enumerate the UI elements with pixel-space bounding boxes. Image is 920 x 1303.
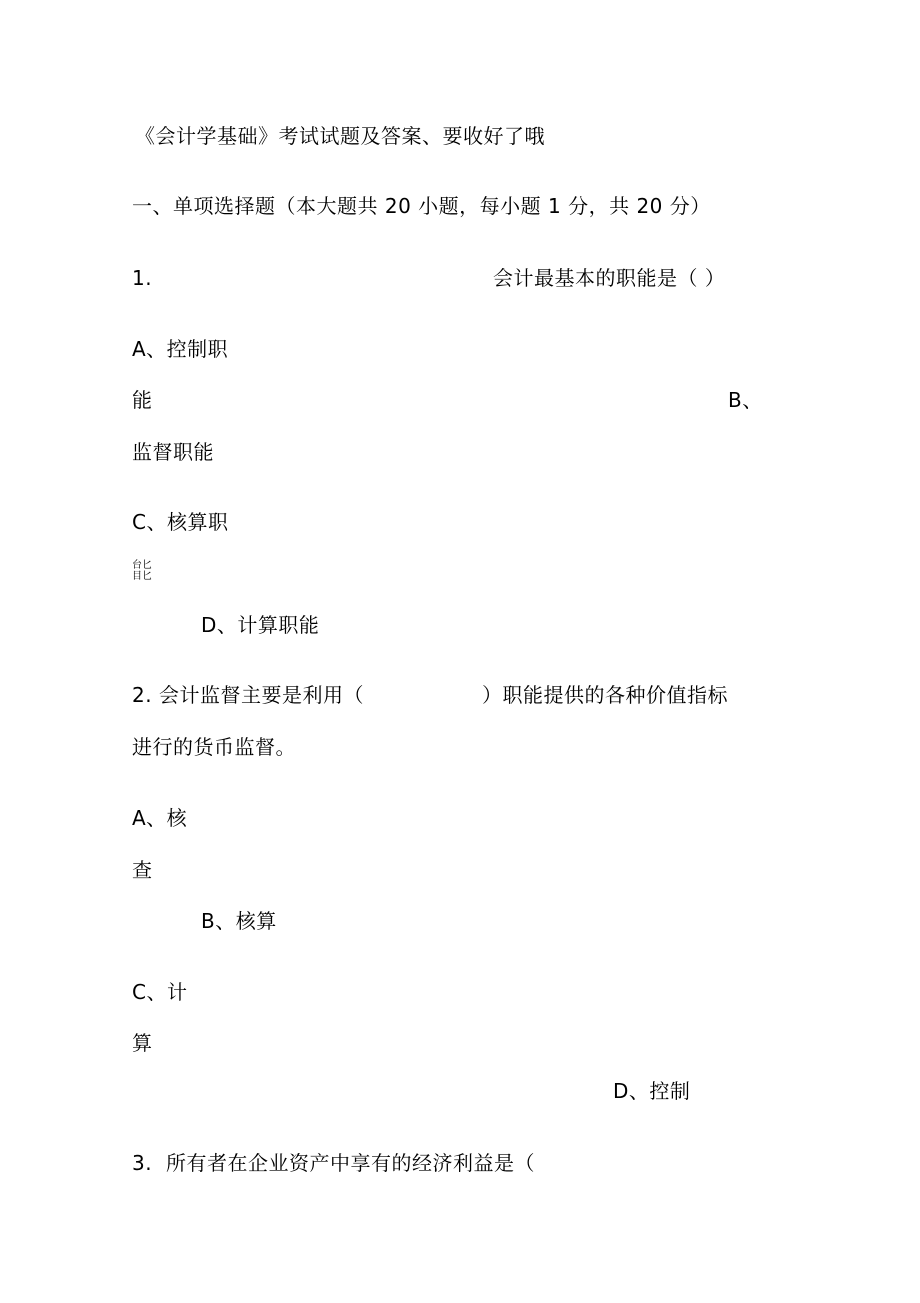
question-1-option-a: A、控制职 (132, 337, 229, 361)
question-1-option-d: D、计算职能 (201, 613, 320, 637)
section-heading: 一、单项选择题（本大题共 20 小题，每小题 1 分，共 20 分） (132, 194, 711, 218)
question-1-option-b-text: 监督职能 (132, 440, 214, 464)
question-1-option-a-cont: 能 (132, 388, 153, 412)
question-1-option-b-label: B、 (728, 388, 763, 412)
document-title: 《会计学基础》考试试题及答案、要收好了哦 (135, 124, 545, 148)
question-1-stem: 会计最基本的职能是（ ） (493, 266, 726, 290)
question-2-stem-right: ）职能提供的各种价值指标 (482, 683, 728, 707)
question-3-number: 3. (132, 1151, 153, 1175)
question-2-stem-left: 2. 会计监督主要是利用（ (132, 683, 364, 707)
question-1-option-c-cont-bottom: 目匕 (132, 571, 152, 582)
question-3-stem: 所有者在企业资产中享有的经济利益是（ (166, 1151, 535, 1175)
question-2-option-a-cont: 查 (132, 858, 153, 882)
question-2-option-a: A、核 (132, 806, 188, 830)
question-1-option-c: C、核算职 (132, 510, 229, 534)
question-2-stem-cont: 进行的货币监督。 (132, 735, 296, 759)
question-2-option-d: D、控制 (613, 1079, 691, 1103)
question-2-option-b: B、核算 (201, 909, 277, 933)
question-1-number: 1. (132, 266, 153, 290)
question-1-option-c-cont-top: 台匕 (132, 560, 152, 571)
question-2-option-c: C、计 (132, 980, 188, 1004)
question-2-option-c-cont: 算 (132, 1031, 153, 1055)
